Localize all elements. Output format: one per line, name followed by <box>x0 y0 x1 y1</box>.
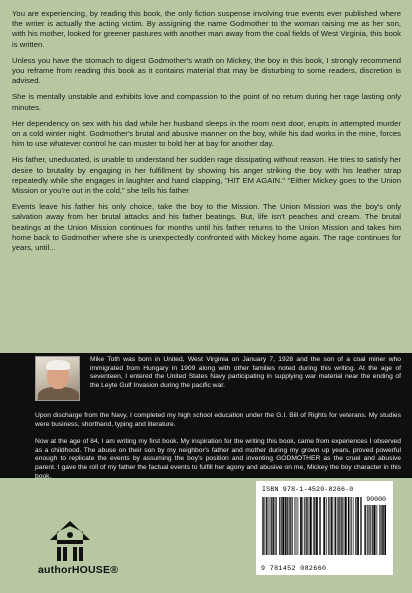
barcode-bar <box>298 497 299 555</box>
barcode-addon-bar <box>379 505 380 555</box>
barcode-bar <box>353 497 354 555</box>
barcode-addon-bar <box>372 505 373 555</box>
barcode-bar <box>285 497 286 555</box>
barcode-bar <box>360 497 361 555</box>
barcode-bar <box>279 497 280 555</box>
barcode-bar <box>269 497 270 555</box>
barcode-bar <box>356 497 357 555</box>
barcode-addon-bar <box>381 505 382 555</box>
author-bio-paragraph: Mike Toth was born in United, West Virginia on January 7, 1928 and the son of a coal miner who immigrated from Hungary in 1909 along with other families noted during this writing. At the age of seventeen, I entered the United States Navy participating in supplying war material near the ending of the Leyte Gulf Invasion during the pacific war. <box>90 356 401 390</box>
barcode-bar <box>338 497 339 555</box>
barcode-bar <box>281 497 282 555</box>
barcode-bar <box>323 497 324 555</box>
barcode-bar <box>358 497 359 555</box>
barcode-bar <box>358 497 359 555</box>
barcode-addon-bar <box>367 505 368 555</box>
barcode-bar <box>337 497 338 555</box>
barcode-bar <box>317 497 318 555</box>
barcode-bar <box>348 497 349 555</box>
barcode-bar <box>301 497 302 555</box>
barcode-bar <box>350 497 351 555</box>
barcode-bar <box>289 497 290 555</box>
barcode-bar <box>345 497 346 555</box>
synopsis-paragraph: His father, uneducated, is unable to understand her sudden rage dissipating without reason. He tries to satisfy her desire to brutality by engaging in her fulfillment by showing his anger striking the boy with his leather strap repeatedly while she engages in laughter and hand clapping, "HIT EM AGAIN." "Either Mickey goes to the Union Mission or you're out in the cold," she tells his father <box>12 155 401 196</box>
barcode-addon-bar <box>369 505 370 555</box>
barcode-bar <box>271 497 272 555</box>
barcode-addon-bar <box>372 505 373 555</box>
barcode-bar <box>302 497 303 555</box>
barcode-bar <box>325 497 326 555</box>
barcode-bar <box>285 497 286 555</box>
barcode-bar <box>329 497 330 555</box>
barcode-bar <box>346 497 347 555</box>
barcode-bar <box>291 497 292 555</box>
barcode-bar <box>357 497 358 555</box>
barcode-bar <box>296 497 297 555</box>
barcode-bar <box>342 497 343 555</box>
barcode-bar <box>307 497 308 555</box>
barcode-bar <box>341 497 342 555</box>
barcode-bars <box>262 497 362 555</box>
synopsis-paragraph: You are experiencing, by reading this book, the only fiction suspense involving true events ever published where the writer is actually the acting victim. By assigning the name Godmother to the woman raising me as her son, with his mother, looked for greener pastures with another man away from the coal fields of West Virginia, this book is written. <box>12 9 401 49</box>
barcode-bar <box>272 497 273 555</box>
barcode-bar <box>334 497 335 555</box>
barcode-addon-bar <box>385 505 386 555</box>
synopsis-paragraph: Unless you have the stomach to digest Godmother's wrath on Mickey, the boy in this book, I strongly recommend you reframe from reading this book as it contains material that may be disturbing to some readers, discretion is advised. <box>12 55 401 86</box>
barcode-addon-bar <box>366 505 367 555</box>
barcode-bar <box>271 497 272 555</box>
barcode-addon-bar <box>385 505 386 555</box>
barcode-bar <box>311 497 312 555</box>
barcode-addon-bar <box>368 505 369 555</box>
barcode-bar <box>292 497 293 555</box>
barcode-bar <box>276 497 277 555</box>
author-bio-paragraph: Now at the age of 84, I am writing my first book. My inspiration for the writing this book, came from experiences I observed as a childhood. The abuse on their son by my neighbor's father and mother during my grown up years, proved powerful enough to replicate the events by assuming the boy's position and inventing GODMOTHER as the cruel and abusive parent. I gave the roll of my father the factual events to fulfill her agony and abusive on me, Mickey the boy character in this book. <box>35 438 401 480</box>
barcode-bar <box>336 497 337 555</box>
barcode-bar <box>287 497 288 555</box>
isbn-text: ISBN 978-1-4520-8266-0 <box>262 486 354 493</box>
barcode-bar <box>341 497 342 555</box>
barcode-bar <box>355 497 356 555</box>
barcode-bar <box>274 497 275 555</box>
barcode-bar <box>264 497 265 555</box>
barcode-bar <box>309 497 310 555</box>
barcode-addon-bar <box>370 505 371 555</box>
barcode-addon-bar <box>384 505 385 555</box>
barcode-bar <box>300 497 301 555</box>
synopsis-paragraph: Events leave his father his only choice, take the boy to the Mission. The Union Mission was the boy's only salvation away from her brutal attacks and his father beatings. But, life isn't peaches and cream. The brutal beatings at the Union Mission continues for months until his father returns to the Union Mission and takes him home back to Godmother where she is unexpectedly confronted with Mickey home again. The rage continues for years, until... <box>12 202 401 253</box>
barcode-bar <box>310 497 311 555</box>
author-photo <box>35 356 80 401</box>
barcode-bar <box>344 497 345 555</box>
publisher-logo <box>35 518 131 578</box>
barcode-bar <box>345 497 346 555</box>
synopsis-paragraph: Her dependency on sex with his dad while her husband sleeps in the room next door, erupts in attempted murder on a cold winter night. Godmother's brutal and abusive manner on the boy, while his dad works in the mine, forces him to use whatever control he can muster to hold her at bay for another day. <box>12 118 401 149</box>
barcode-bar <box>288 497 289 555</box>
barcode-addon-bar <box>380 505 381 555</box>
barcode-addon-bar <box>374 505 375 555</box>
barcode-bar <box>273 497 274 555</box>
barcode-bar <box>319 497 320 555</box>
author-bio-paragraph: Upon discharge from the Navy, I completed my high school education under the G.I. Bill of Rights for veterans. My studies were business, shorthand, typing and literature. <box>35 412 401 428</box>
barcode-bar <box>266 497 267 555</box>
synopsis-paragraph: She is mentally unstable and exhibits love and compassion to the point of no return during her rage lasting only minutes. <box>12 92 401 112</box>
barcode-bar <box>335 497 336 555</box>
barcode-bar <box>326 497 327 555</box>
barcode-bar <box>280 497 281 555</box>
barcode-bar <box>328 497 329 555</box>
barcode-bar <box>351 497 352 555</box>
barcode-bar <box>290 497 291 555</box>
barcode-addon-bars <box>364 505 386 555</box>
barcode-bar <box>339 497 340 555</box>
author-bio-band <box>0 353 412 478</box>
barcode-bar <box>263 497 264 555</box>
house-icon <box>48 518 92 562</box>
barcode-bar <box>304 497 305 555</box>
barcode-bar <box>266 497 267 555</box>
barcode-bar <box>283 497 284 555</box>
barcode-addon-bar <box>382 505 383 555</box>
barcode-bar <box>313 497 314 555</box>
barcode-bar <box>301 497 302 555</box>
barcode-bar <box>262 497 263 555</box>
barcode-addon-bar <box>364 505 365 555</box>
barcode-bar <box>283 497 284 555</box>
barcode-bar <box>331 497 332 555</box>
barcode-addon-bar <box>373 505 374 555</box>
barcode-addon-bar <box>374 505 375 555</box>
barcode-bar <box>331 497 332 555</box>
barcode-bar <box>282 497 283 555</box>
barcode-bar <box>295 497 296 555</box>
price-code: 90000 <box>366 496 386 503</box>
barcode-bar <box>286 497 287 555</box>
barcode-addon-bar <box>365 505 366 555</box>
isbn-barcode-box <box>256 481 393 575</box>
barcode-bar <box>332 497 333 555</box>
publisher-name: authorHOUSE® <box>38 564 119 576</box>
barcode-bar <box>275 497 276 555</box>
barcode-addon-bar <box>376 505 377 555</box>
barcode-bar <box>310 497 311 555</box>
barcode-bar <box>349 497 350 555</box>
barcode-bar <box>361 497 362 555</box>
barcode-bar <box>316 497 317 555</box>
barcode-bar <box>315 497 316 555</box>
barcode-addon-bar <box>383 505 384 555</box>
barcode-bar <box>306 497 307 555</box>
barcode-bar <box>314 497 315 555</box>
barcode-addon-bar <box>383 505 384 555</box>
barcode-bar <box>268 497 269 555</box>
barcode-bar <box>306 497 307 555</box>
barcode-bar <box>324 497 325 555</box>
barcode-bar <box>317 497 318 555</box>
barcode-digits: 9 781452 082660 <box>261 565 327 572</box>
barcode-bar <box>320 497 321 555</box>
barcode-addon-bar <box>377 505 378 555</box>
